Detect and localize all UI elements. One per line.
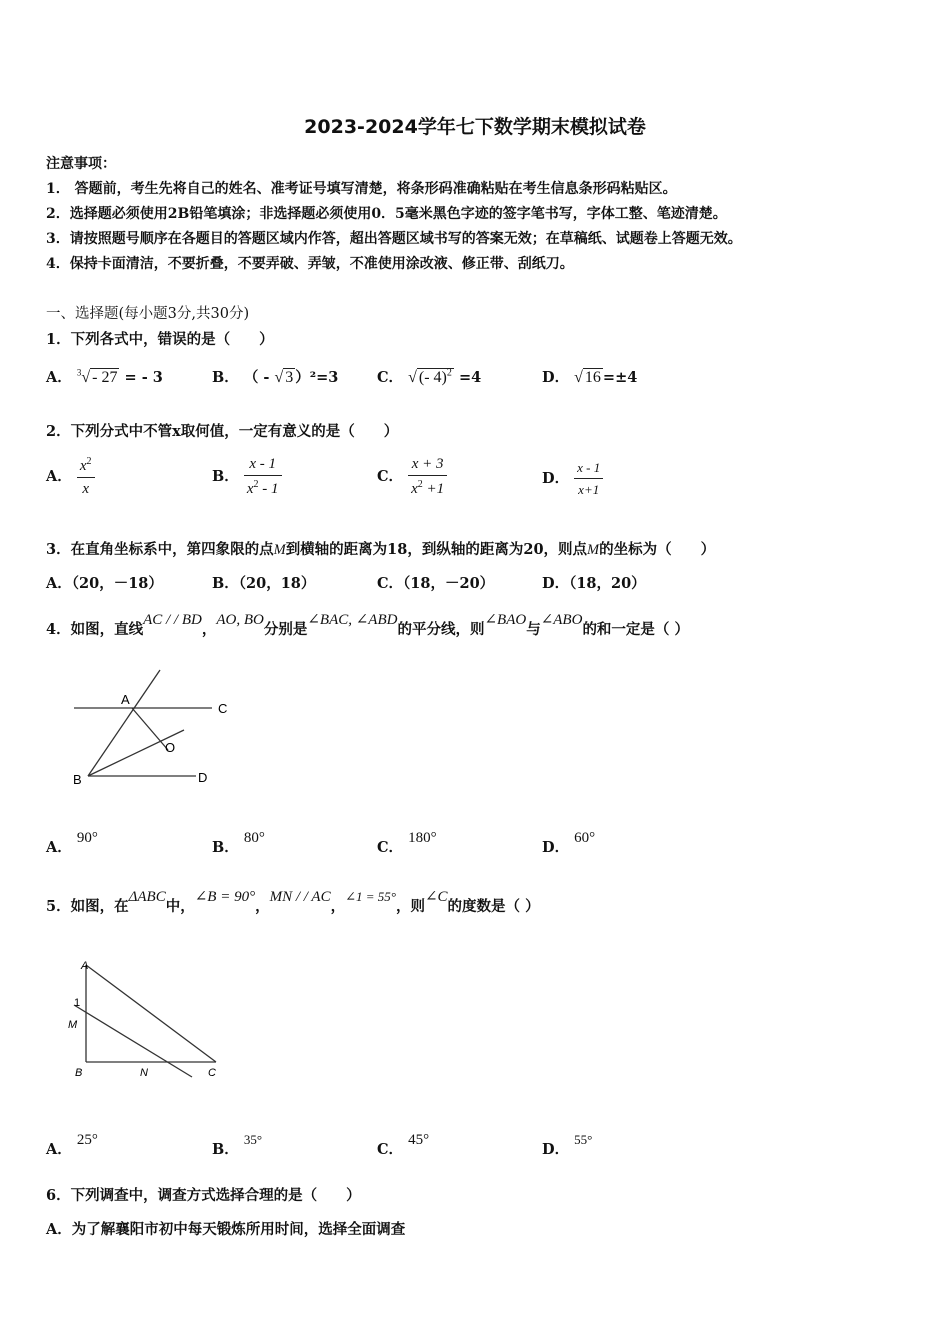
q5-option-b: B． 35° [212, 1132, 263, 1158]
section-heading: 一、选择题(每小题3分,共30分) [46, 306, 250, 322]
math-expression: ΔABC [128, 889, 166, 905]
q5-option-d: D． 55° [542, 1132, 593, 1158]
notice-item-4: 4．保持卡面清洁，不要折叠，不要弄破、弄皱，不准使用涂改液、修正带、刮纸刀。 [46, 256, 574, 272]
math-expression: ∠B = 90° [194, 889, 256, 905]
expression-rest: =±4 [602, 369, 638, 386]
q2-option-c [377, 456, 447, 498]
q1-option-c [377, 366, 481, 387]
q2-option-a [46, 456, 95, 498]
radicand [417, 368, 454, 386]
sqrt-expression: √ 3 [274, 369, 294, 386]
q4-option-a: A． 90° [46, 830, 98, 856]
q5-figure [62, 955, 232, 1085]
q4-option-d: D． 60° [542, 830, 596, 856]
option-label: C． [377, 468, 404, 485]
line-ao [132, 708, 168, 750]
radicand-base: (- 4) [418, 369, 447, 386]
expression-rest: =4 [458, 369, 482, 386]
fraction [574, 460, 603, 498]
label-o: O [165, 740, 176, 755]
fraction [408, 456, 447, 498]
notice-item-1: 1． 答题前，考生先将自己的姓名、准考证号填写清楚，将条形码准确粘贴在考生信息条形码粘贴区。 [46, 181, 677, 197]
label-d: D [198, 770, 208, 785]
q1-stem: 1．下列各式中，错误的是（ ） [46, 331, 274, 348]
option-label: A． [46, 369, 72, 386]
q3-option-d: D．（18，20） [542, 575, 646, 592]
q2-option-b [212, 456, 282, 498]
q6-option-a: A．为了解襄阳市初中每天锻炼所用时间，选择全面调查 [46, 1221, 406, 1238]
numerator: x - 1 [574, 460, 603, 479]
side-ac [86, 965, 216, 1062]
q3-option-b: B．（20，18） [212, 575, 316, 592]
q4-option-c: C． 180° [377, 830, 437, 856]
radicand-exponent: 2 [446, 367, 452, 379]
label-1: 1 [74, 997, 81, 1009]
math-expression: AC / / BD [143, 612, 202, 628]
stem-text: 3．在直角坐标系中，第四象限的点 [46, 541, 274, 558]
label-b: B [75, 1067, 83, 1079]
expression-rest: = - 3 [124, 369, 163, 386]
option-label: D． [542, 369, 570, 386]
q4-option-b: B． 80° [212, 830, 265, 856]
option-label: D． [542, 470, 570, 487]
numerator: x - 1 [244, 456, 282, 476]
q6-stem: 6．下列调查中，调查方式选择合理的是（ ） [46, 1187, 361, 1204]
expression-prefix: （ - [243, 369, 275, 386]
math-expression: MN / / AC [269, 889, 331, 905]
notice-heading: 注意事项： [46, 156, 116, 172]
denominator: x [82, 481, 89, 497]
fraction [77, 456, 95, 498]
root-index: 3 [76, 367, 82, 378]
q3-option-a: A．（20，－18） [46, 575, 163, 592]
line-mn [74, 1005, 192, 1077]
stem-text: 的坐标为（ ） [599, 541, 716, 558]
radicand: 16 [584, 369, 601, 386]
radicand: 3 [285, 369, 294, 386]
point-m: M [587, 542, 600, 558]
notice-item-3: 3．请按照题号顺序在各题目的答题区域内作答，超出答题区域书写的答案无效；在草稿纸、试题卷上答题无效。 [46, 231, 742, 247]
option-label: B． [212, 369, 239, 386]
math-expression: AO, BO [216, 612, 264, 628]
denominator: $x^2 +1$ [411, 479, 445, 497]
label-m: M [68, 1019, 78, 1031]
line-ab-extended [88, 670, 160, 776]
label-c: C [208, 1067, 216, 1079]
label-n: N [140, 1067, 148, 1079]
label-b: B [73, 772, 82, 787]
q4-stem: 4．如图，直线AC / / BD，AO, BO分别是∠BAC, ∠ABD的平分线，则∠BAO与∠ABO的和一定是（ ） [46, 612, 689, 638]
cube-root-expression: $^3$√ - 27 [76, 367, 118, 386]
math-expression: ∠C [424, 889, 448, 905]
denominator: x+1 [578, 482, 600, 497]
q5-option-a: A． 25° [46, 1132, 98, 1158]
numerator: $x^2$ [77, 456, 95, 478]
math-expression: ∠BAO [484, 612, 527, 628]
notice-item-2: 2．选择题必须使用2B铅笔填涂；非选择题必须使用0．5毫米黑色字迹的签字笔书写，字体工整、笔迹清楚。 [46, 206, 727, 222]
q5-stem: 5．如图，在ΔABC中，∠B = 90°，MN / / AC，∠1 = 55°，则∠C的度数是（ ） [46, 889, 540, 915]
expression-rest: ）²=3 [295, 369, 339, 386]
q2-stem: 2．下列分式中不管x取何值，一定有意义的是（ ） [46, 423, 399, 440]
option-label: B． [212, 468, 239, 485]
math-expression: ∠1 = 55° [345, 889, 396, 904]
label-a: A [121, 692, 130, 707]
math-expression: ∠ABO [540, 612, 583, 628]
option-label: C． [377, 369, 404, 386]
q1-option-b [212, 366, 338, 387]
label-a: A [81, 960, 89, 972]
q4-figure [70, 662, 240, 792]
sqrt-expression: √ (- 4)$^2$ [408, 367, 452, 386]
radicand: - 27 [92, 369, 118, 386]
point-m: M [273, 542, 286, 558]
numerator: x + 3 [408, 456, 447, 476]
q3-stem [46, 538, 715, 559]
q2-option-d [542, 460, 603, 498]
q1-option-d [542, 366, 637, 387]
q3-option-c: C．（18，－20） [377, 575, 495, 592]
option-label: A． [46, 468, 72, 485]
label-c: C [218, 701, 228, 716]
fraction [244, 456, 282, 498]
q1-option-a [46, 366, 163, 387]
page-title: 2023-2024学年七下数学期末模拟试卷 [304, 116, 646, 138]
stem-text: 到横轴的距离为18，到纵轴的距离为20，则点 [285, 541, 588, 558]
math-expression: ∠BAC, ∠ABD [307, 612, 398, 628]
q5-option-c: C． 45° [377, 1132, 430, 1158]
sqrt-expression: √ 16 [574, 369, 601, 386]
denominator: $x^2 - 1$ [246, 479, 279, 497]
